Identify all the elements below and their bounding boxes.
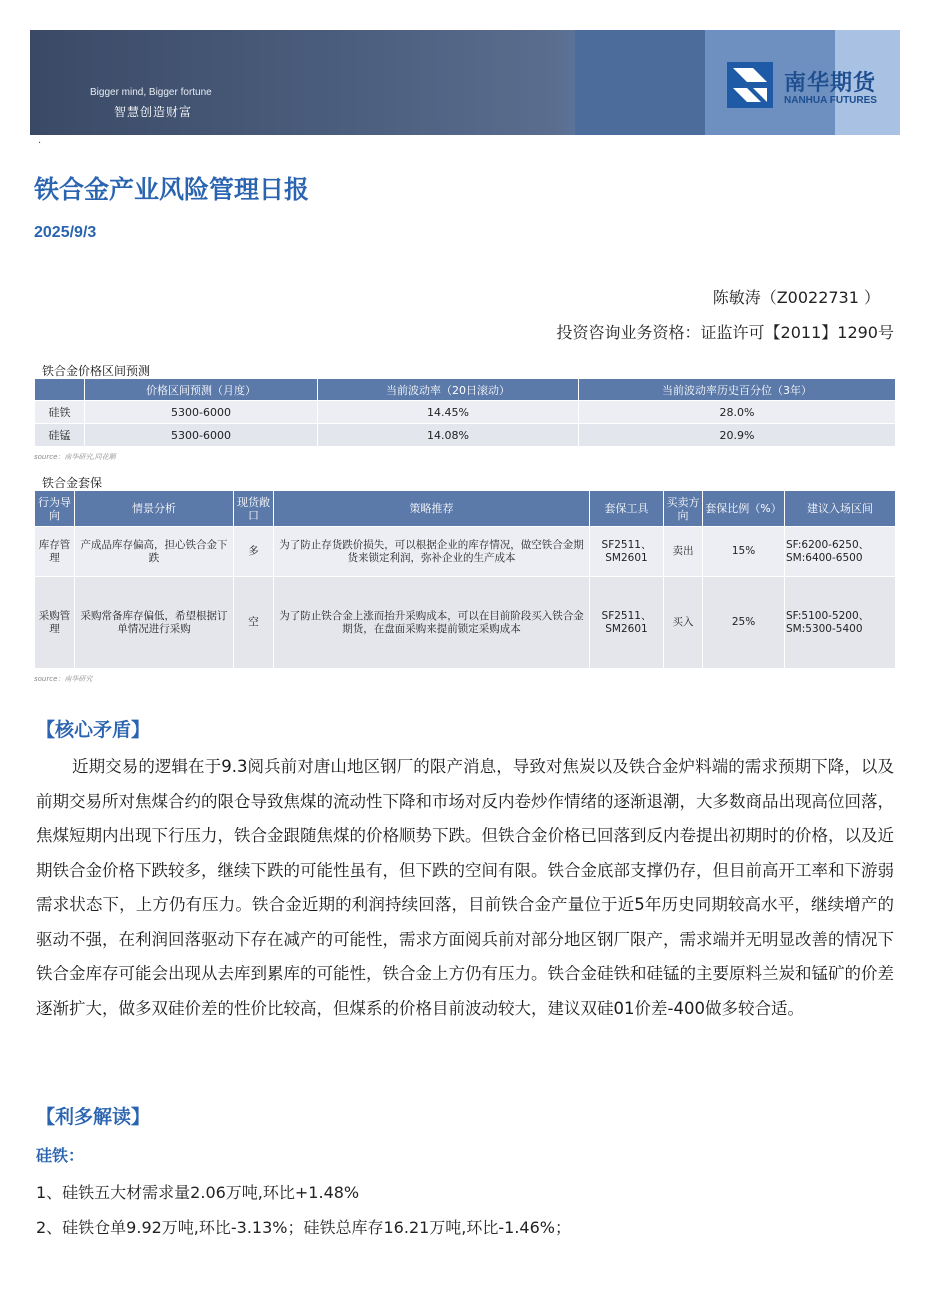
hedging-table [34, 490, 896, 669]
nanhua-logo-icon [727, 62, 773, 108]
table-header-cell [35, 379, 85, 401]
slogan-chinese: 智慧创造财富 [114, 105, 193, 119]
table-cell: SF2511、SM2601 [590, 577, 664, 669]
table-cell: 20.9% [579, 424, 896, 447]
section-heading-bullish: 【利多解读】 [36, 1106, 151, 1128]
table-row [35, 401, 896, 424]
table-cell: 14.08% [318, 424, 579, 447]
table-cell: 产成品库存偏高，担心铁合金下跌 [75, 527, 234, 577]
logo-text-cn: 南华期货 [784, 71, 877, 96]
table-cell: 空 [234, 577, 274, 669]
table-header-cell: 行为导向 [35, 491, 75, 527]
table-row [35, 577, 896, 669]
list-item: 1、硅铁五大材需求量2.06万吨,环比+1.48% [36, 1183, 360, 1202]
table-header-cell: 套保工具 [590, 491, 664, 527]
license-info: 投资咨询业务资格：证监许可【2011】1290号 [556, 323, 894, 342]
table-cell: SF:5100-5200、SM:5300-5400 [785, 577, 896, 669]
table-header-cell: 买卖方向 [664, 491, 703, 527]
table-cell: SF2511、SM2601 [590, 527, 664, 577]
hedge-table-caption: 铁合金套保 [42, 476, 103, 490]
table-source: source：南华研究,同花顺 [34, 453, 116, 461]
table-header-cell: 情景分析 [75, 491, 234, 527]
table-header-cell: 当前波动率历史百分位（3年） [579, 379, 896, 401]
table-cell: 为了防止铁合金上涨而抬升采购成本，可以在目前阶段买入铁合金期货，在盘面采购来提前锁定采购成本 [274, 577, 590, 669]
list-item: 2、硅铁仓单9.92万吨,环比-3.13%；硅铁总库存16.21万吨,环比-1.46%； [36, 1218, 571, 1237]
section-heading-core: 【核心矛盾】 [36, 719, 151, 741]
table-cell: 买入 [664, 577, 703, 669]
table-header-row [35, 379, 896, 401]
header-banner [30, 30, 900, 135]
table-cell: SF:6200-6250、SM:6400-6500 [785, 527, 896, 577]
table-cell: 15% [703, 527, 785, 577]
table-cell: 卖出 [664, 527, 703, 577]
sub-heading-ferrosilicon: 硅铁： [36, 1146, 85, 1165]
table-header-row [35, 491, 896, 527]
table-cell: 25% [703, 577, 785, 669]
table-header-cell: 建议入场区间 [785, 491, 896, 527]
bullet-dot: · [38, 138, 42, 149]
core-paragraph: 近期交易的逻辑在于9.3阅兵前对唐山地区钢厂的限产消息，导致对焦炭以及铁合金炉料端的需求预期下降，以及前期交易所对焦煤合约的限仓导致焦煤的流动性下降和市场对反内卷炒作情绪的逐渐退潮，大多数商品出现高位回落，焦煤短期内出现下行压力，铁合金跟随焦煤的价格顺势下跌。但铁合金价格已回落到反内卷提出初期时的价格，以及近期铁合金价格下跌较多，继续下跌的可能性虽有，但下跌的空间有限。铁合金底部支撑仍存，但目前高开工率和下游弱需求状态下，上方仍有压力。铁合金近期的利润持续回落，目前铁合金产量位于近5年历史同期较高水平，继续增产的驱动不强，在利润回落驱动下存在减产的可能性，需求方面阅兵前对部分地区钢厂限产，需求端并无明显改善的情况下铁合金库存可能会出现从去库到累库的可能性，铁合金上方仍有压力。铁合金硅铁和硅锰的主要原料兰炭和锰矿的价差逐渐扩大，做多双硅价差的性价比较高，但煤系的价格目前波动较大，建议双硅01价差-400做多较合适。 [36, 757, 894, 1018]
table-header-cell: 现货敞口 [234, 491, 274, 527]
table-cell: 5300-6000 [85, 424, 318, 447]
price-table-caption: 铁合金价格区间预测 [42, 364, 151, 378]
table-header-cell: 当前波动率（20日滚动） [318, 379, 579, 401]
report-title: 铁合金产业风险管理日报 [34, 175, 310, 204]
slogan-english: Bigger mind, Bigger fortune [90, 87, 212, 98]
table-row [35, 424, 896, 447]
table-header-cell: 策略推荐 [274, 491, 590, 527]
banner-panel [575, 30, 705, 135]
table-cell: 硅锰 [35, 424, 85, 447]
table-cell: 硅铁 [35, 401, 85, 424]
report-date: 2025/9/3 [34, 224, 97, 241]
table-row [35, 527, 896, 577]
table-source: source：南华研究 [34, 675, 93, 683]
author: 陈敏涛（Z0022731 ） [712, 288, 880, 307]
table-cell: 为了防止存货跌价损失，可以根据企业的库存情况，做空铁合金期货来锁定利润，弥补企业的生产成本 [274, 527, 590, 577]
table-cell: 28.0% [579, 401, 896, 424]
table-cell: 采购管理 [35, 577, 75, 669]
logo-text-en: NANHUA FUTURES [784, 95, 877, 106]
table-header-cell: 价格区间预测（月度） [85, 379, 318, 401]
table-cell: 14.45% [318, 401, 579, 424]
table-cell: 5300-6000 [85, 401, 318, 424]
table-header-cell: 套保比例（%） [703, 491, 785, 527]
table-cell: 多 [234, 527, 274, 577]
price-range-table [34, 378, 896, 447]
table-cell: 库存管理 [35, 527, 75, 577]
table-cell: 采购常备库存偏低，希望根据订单情况进行采购 [75, 577, 234, 669]
